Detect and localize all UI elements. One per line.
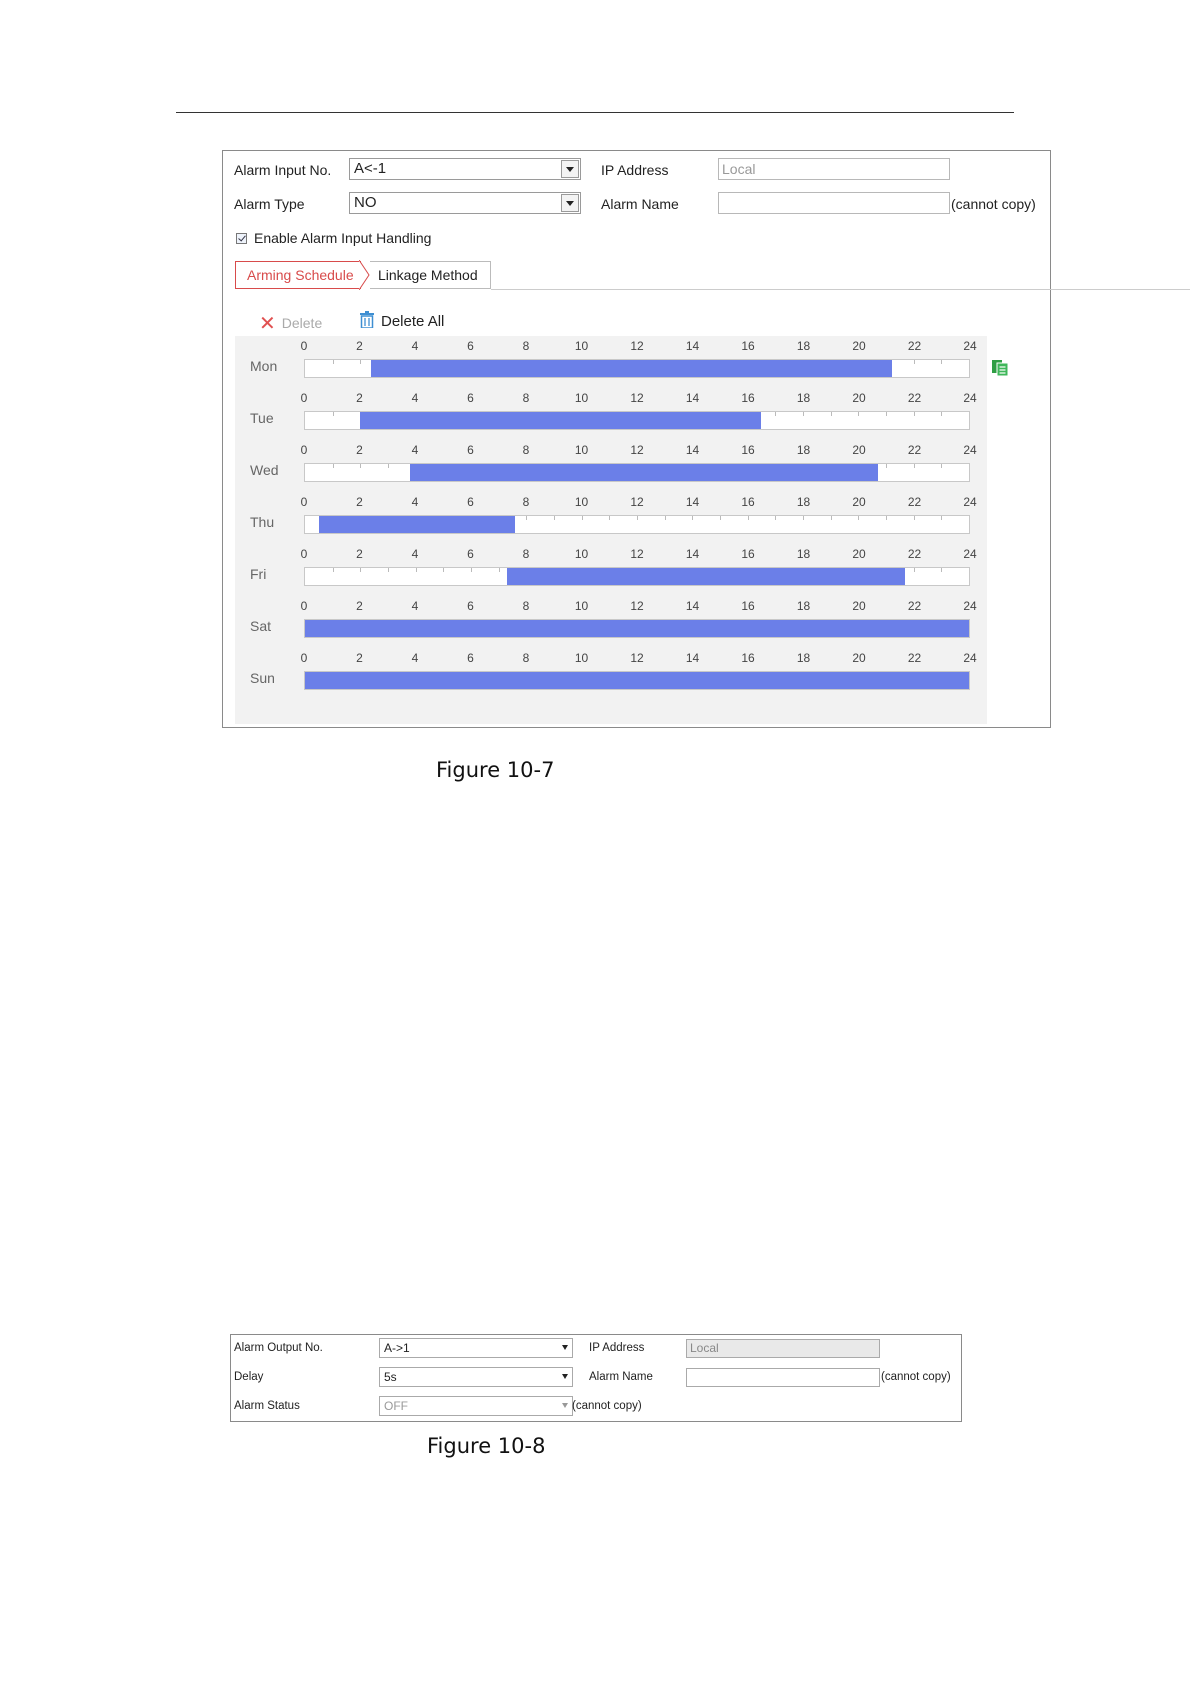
schedule-row-wed — [235, 440, 987, 492]
hour-tick-label: 24 — [963, 599, 977, 613]
hour-tick-label: 10 — [574, 339, 589, 353]
hour-tick-label: 12 — [630, 651, 644, 665]
hour-tick-label: 12 — [630, 495, 644, 509]
hour-tick-label: 22 — [907, 599, 922, 613]
hour-tick-label: 18 — [796, 547, 811, 561]
hour-tick-label: 20 — [852, 391, 866, 405]
hour-tick-mark — [526, 516, 527, 520]
chevron-down-icon[interactable] — [562, 1345, 568, 1350]
hour-tick-mark — [692, 516, 693, 520]
hour-tick-label: 8 — [522, 443, 530, 457]
hour-tick-mark — [665, 516, 666, 520]
hour-tick-label: 10 — [574, 547, 589, 561]
hour-tick-label: 20 — [852, 651, 866, 665]
hour-tick-mark — [831, 412, 832, 416]
hour-tick-mark — [914, 412, 915, 416]
alarm-output-no-label: Alarm Output No. — [234, 1342, 323, 1354]
hour-tick-mark — [803, 412, 804, 416]
hour-tick-label: 6 — [467, 599, 474, 613]
hour-tick-label: 18 — [796, 495, 811, 509]
hour-tick-mark — [360, 568, 361, 572]
hour-tick-mark — [720, 516, 721, 520]
hour-tick-label: 2 — [356, 547, 363, 561]
schedule-bar[interactable] — [304, 411, 970, 430]
hour-tick-label: 24 — [963, 391, 977, 405]
hour-tick-label: 14 — [685, 391, 700, 405]
chevron-down-icon[interactable] — [562, 1374, 568, 1379]
hour-tick-mark — [582, 516, 583, 520]
hour-tick-label: 16 — [741, 443, 755, 457]
armed-period[interactable] — [507, 568, 905, 585]
day-label: Wed — [250, 462, 279, 478]
hour-tick-label: 4 — [411, 599, 419, 613]
ip-address-field[interactable]: Local — [686, 1339, 880, 1358]
hour-tick-mark — [499, 568, 500, 572]
chevron-down-icon[interactable] — [561, 160, 579, 178]
hour-tick-label: 24 — [963, 495, 977, 509]
armed-period[interactable] — [371, 360, 891, 377]
day-label: Sun — [250, 670, 275, 686]
tab-linkage-method[interactable]: Linkage Method — [370, 261, 491, 289]
hour-tick-label: 10 — [574, 495, 589, 509]
alarm-type-value: NO — [354, 194, 377, 211]
hour-tick-mark — [388, 568, 389, 572]
hour-tick-label: 16 — [741, 495, 755, 509]
alarm-output-no-select[interactable] — [379, 1338, 573, 1358]
hour-tick-label: 16 — [741, 339, 755, 353]
day-label: Mon — [250, 358, 278, 374]
hour-tick-mark — [886, 412, 887, 416]
hour-tick-label: 0 — [300, 547, 308, 561]
hour-tick-label: 2 — [356, 443, 363, 457]
hour-tick-mark — [858, 412, 859, 416]
schedule-bar[interactable] — [304, 567, 970, 586]
copy-icon[interactable] — [991, 359, 1009, 377]
alarm-input-panel — [222, 150, 1051, 728]
delay-select[interactable] — [379, 1367, 573, 1387]
schedule-row-sat — [235, 596, 987, 648]
hour-tick-label: 24 — [963, 547, 977, 561]
close-icon: ✕ — [259, 313, 276, 335]
hour-tick-mark — [886, 464, 887, 468]
hour-tick-label: 6 — [467, 391, 474, 405]
hour-tick-mark — [914, 360, 915, 364]
hour-tick-label: 12 — [630, 391, 644, 405]
hour-tick-label: 0 — [300, 339, 308, 353]
hour-tick-mark — [748, 516, 749, 520]
armed-period[interactable] — [305, 672, 969, 689]
hour-tick-mark — [609, 516, 610, 520]
hour-tick-label: 14 — [685, 495, 700, 509]
alarm-status-value: OFF — [384, 1399, 408, 1413]
hour-tick-label: 20 — [852, 443, 866, 457]
delay-value: 5s — [384, 1370, 397, 1384]
alarm-input-no-value: A<-1 — [354, 160, 387, 177]
hour-tick-label: 8 — [522, 599, 530, 613]
enable-alarm-checkbox[interactable] — [236, 233, 247, 244]
hour-tick-label: 22 — [907, 339, 922, 353]
hour-tick-label: 6 — [467, 443, 474, 457]
delete-button[interactable] — [259, 309, 322, 334]
hour-tick-label: 14 — [685, 547, 700, 561]
figure-caption-10-8: Figure 10-8 — [427, 1434, 546, 1458]
hour-tick-label: 0 — [300, 443, 308, 457]
chevron-down-icon[interactable] — [562, 1403, 568, 1408]
hour-tick-label: 22 — [907, 651, 922, 665]
hour-tick-label: 18 — [796, 339, 811, 353]
hour-tick-mark — [637, 516, 638, 520]
hour-tick-label: 10 — [574, 651, 589, 665]
hour-tick-mark — [941, 412, 942, 416]
hour-tick-label: 12 — [630, 443, 644, 457]
hour-tick-label: 22 — [907, 495, 922, 509]
schedule-bar[interactable] — [304, 619, 970, 638]
schedule-bar[interactable] — [304, 359, 970, 378]
hour-tick-label: 8 — [522, 651, 530, 665]
hour-tick-label: 0 — [300, 495, 308, 509]
ip-address-field[interactable]: Local — [718, 158, 950, 180]
hour-tick-label: 24 — [963, 651, 977, 665]
hour-tick-label: 18 — [796, 599, 811, 613]
hour-tick-label: 6 — [467, 339, 474, 353]
hour-tick-mark — [941, 516, 942, 520]
alarm-name-label: Alarm Name — [589, 1371, 653, 1383]
hour-tick-mark — [914, 464, 915, 468]
alarm-name-label: Alarm Name — [601, 196, 679, 212]
hour-tick-mark — [360, 360, 361, 364]
hour-tick-label: 8 — [522, 547, 530, 561]
delete-all-label: Delete All — [381, 313, 445, 330]
hour-tick-label: 16 — [741, 547, 755, 561]
hour-tick-label: 24 — [963, 339, 977, 353]
hour-tick-label: 0 — [300, 651, 308, 665]
ip-address-label: IP Address — [589, 1342, 645, 1354]
alarm-status-cannot-copy: (cannot copy) — [572, 1400, 642, 1412]
alarm-type-select[interactable] — [349, 192, 581, 214]
hour-tick-label: 4 — [411, 443, 419, 457]
chevron-down-icon[interactable] — [561, 194, 579, 212]
delay-label: Delay — [234, 1371, 264, 1383]
day-label: Sat — [250, 618, 272, 634]
arming-schedule-grid — [235, 336, 987, 724]
hour-tick-label: 2 — [356, 651, 363, 665]
delete-all-button[interactable] — [359, 309, 444, 330]
hour-tick-label: 6 — [467, 651, 474, 665]
armed-period[interactable] — [305, 620, 969, 637]
hour-tick-mark — [941, 464, 942, 468]
hour-tick-label: 22 — [907, 391, 922, 405]
tab-arming-schedule[interactable]: Arming Schedule — [235, 261, 361, 289]
hour-tick-label: 0 — [300, 599, 308, 613]
hour-tick-label: 20 — [852, 339, 866, 353]
hour-tick-label: 4 — [411, 651, 419, 665]
hour-tick-label: 2 — [356, 339, 363, 353]
header-rule — [176, 112, 1014, 113]
hour-tick-label: 8 — [522, 495, 530, 509]
schedule-row-thu — [235, 492, 987, 544]
alarm-name-field[interactable] — [686, 1368, 880, 1387]
schedule-row-tue — [235, 388, 987, 440]
hour-tick-mark — [416, 568, 417, 572]
hour-tick-mark — [443, 568, 444, 572]
hour-tick-mark — [914, 516, 915, 520]
schedule-bar[interactable] — [304, 515, 970, 534]
armed-period[interactable] — [319, 516, 515, 533]
hour-tick-label: 16 — [741, 599, 755, 613]
hour-tick-mark — [360, 464, 361, 468]
hour-tick-mark — [941, 360, 942, 364]
hour-tick-label: 2 — [356, 599, 363, 613]
tab-divider — [491, 289, 1190, 290]
hour-tick-mark — [333, 360, 334, 364]
hour-tick-label: 2 — [356, 495, 363, 509]
hour-tick-label: 20 — [852, 547, 866, 561]
hour-tick-label: 14 — [685, 339, 700, 353]
hour-tick-label: 4 — [411, 339, 419, 353]
hour-tick-label: 0 — [300, 391, 308, 405]
hour-tick-mark — [471, 568, 472, 572]
hour-tick-mark — [803, 516, 804, 520]
hour-tick-label: 24 — [963, 443, 977, 457]
hour-tick-label: 6 — [467, 547, 474, 561]
schedule-row-mon — [235, 336, 987, 388]
hour-tick-mark — [941, 568, 942, 572]
hour-tick-label: 8 — [522, 339, 530, 353]
alarm-status-label: Alarm Status — [234, 1400, 300, 1412]
alarm-type-label: Alarm Type — [234, 196, 305, 212]
ip-address-label: IP Address — [601, 162, 669, 178]
hour-tick-label: 12 — [630, 599, 644, 613]
cannot-copy-note: (cannot copy) — [951, 196, 1036, 212]
armed-period[interactable] — [410, 464, 878, 481]
delete-label: Delete — [281, 315, 323, 331]
figure-caption-10-7: Figure 10-7 — [436, 758, 555, 782]
hour-tick-label: 20 — [852, 495, 866, 509]
hour-tick-mark — [858, 516, 859, 520]
hour-tick-label: 18 — [796, 391, 811, 405]
hour-tick-label: 14 — [685, 651, 700, 665]
hour-tick-label: 14 — [685, 599, 700, 613]
hour-tick-mark — [775, 516, 776, 520]
schedule-row-sun — [235, 648, 987, 700]
schedule-bar[interactable] — [304, 671, 970, 690]
hour-tick-mark — [886, 516, 887, 520]
hour-tick-label: 18 — [796, 443, 811, 457]
hour-tick-label: 2 — [356, 391, 363, 405]
day-label: Thu — [250, 514, 275, 530]
hour-tick-mark — [775, 412, 776, 416]
hour-tick-mark — [554, 516, 555, 520]
alarm-name-cannot-copy: (cannot copy) — [881, 1371, 951, 1383]
alarm-input-no-select[interactable] — [349, 158, 581, 180]
hour-tick-label: 18 — [796, 651, 811, 665]
hour-tick-mark — [333, 412, 334, 416]
trash-icon — [359, 311, 375, 328]
hour-tick-label: 16 — [741, 651, 755, 665]
hour-tick-label: 10 — [574, 599, 589, 613]
hour-tick-label: 8 — [522, 391, 530, 405]
hour-tick-mark — [914, 568, 915, 572]
armed-period[interactable] — [360, 412, 761, 429]
hour-tick-label: 10 — [574, 391, 589, 405]
hour-tick-label: 6 — [467, 495, 474, 509]
schedule-row-fri — [235, 544, 987, 596]
alarm-output-no-value: A->1 — [384, 1341, 410, 1355]
hour-tick-label: 4 — [411, 495, 419, 509]
hour-tick-label: 4 — [411, 391, 419, 405]
alarm-name-field[interactable] — [718, 192, 950, 214]
alarm-input-no-label: Alarm Input No. — [234, 162, 332, 178]
schedule-bar[interactable] — [304, 463, 970, 482]
hour-tick-mark — [831, 516, 832, 520]
day-label: Tue — [250, 410, 274, 426]
enable-alarm-label: Enable Alarm Input Handling — [254, 230, 432, 246]
hour-tick-label: 14 — [685, 443, 700, 457]
hour-tick-label: 16 — [741, 391, 755, 405]
alarm-status-select[interactable] — [379, 1396, 573, 1416]
hour-tick-label: 22 — [907, 547, 922, 561]
hour-tick-mark — [388, 464, 389, 468]
hour-tick-label: 12 — [630, 339, 644, 353]
hour-tick-label: 4 — [411, 547, 419, 561]
hour-tick-label: 20 — [852, 599, 866, 613]
day-label: Fri — [250, 566, 267, 582]
alarm-output-panel — [230, 1334, 962, 1422]
hour-tick-mark — [333, 568, 334, 572]
hour-tick-label: 12 — [630, 547, 644, 561]
hour-tick-mark — [333, 464, 334, 468]
hour-tick-label: 10 — [574, 443, 589, 457]
hour-tick-label: 22 — [907, 443, 922, 457]
